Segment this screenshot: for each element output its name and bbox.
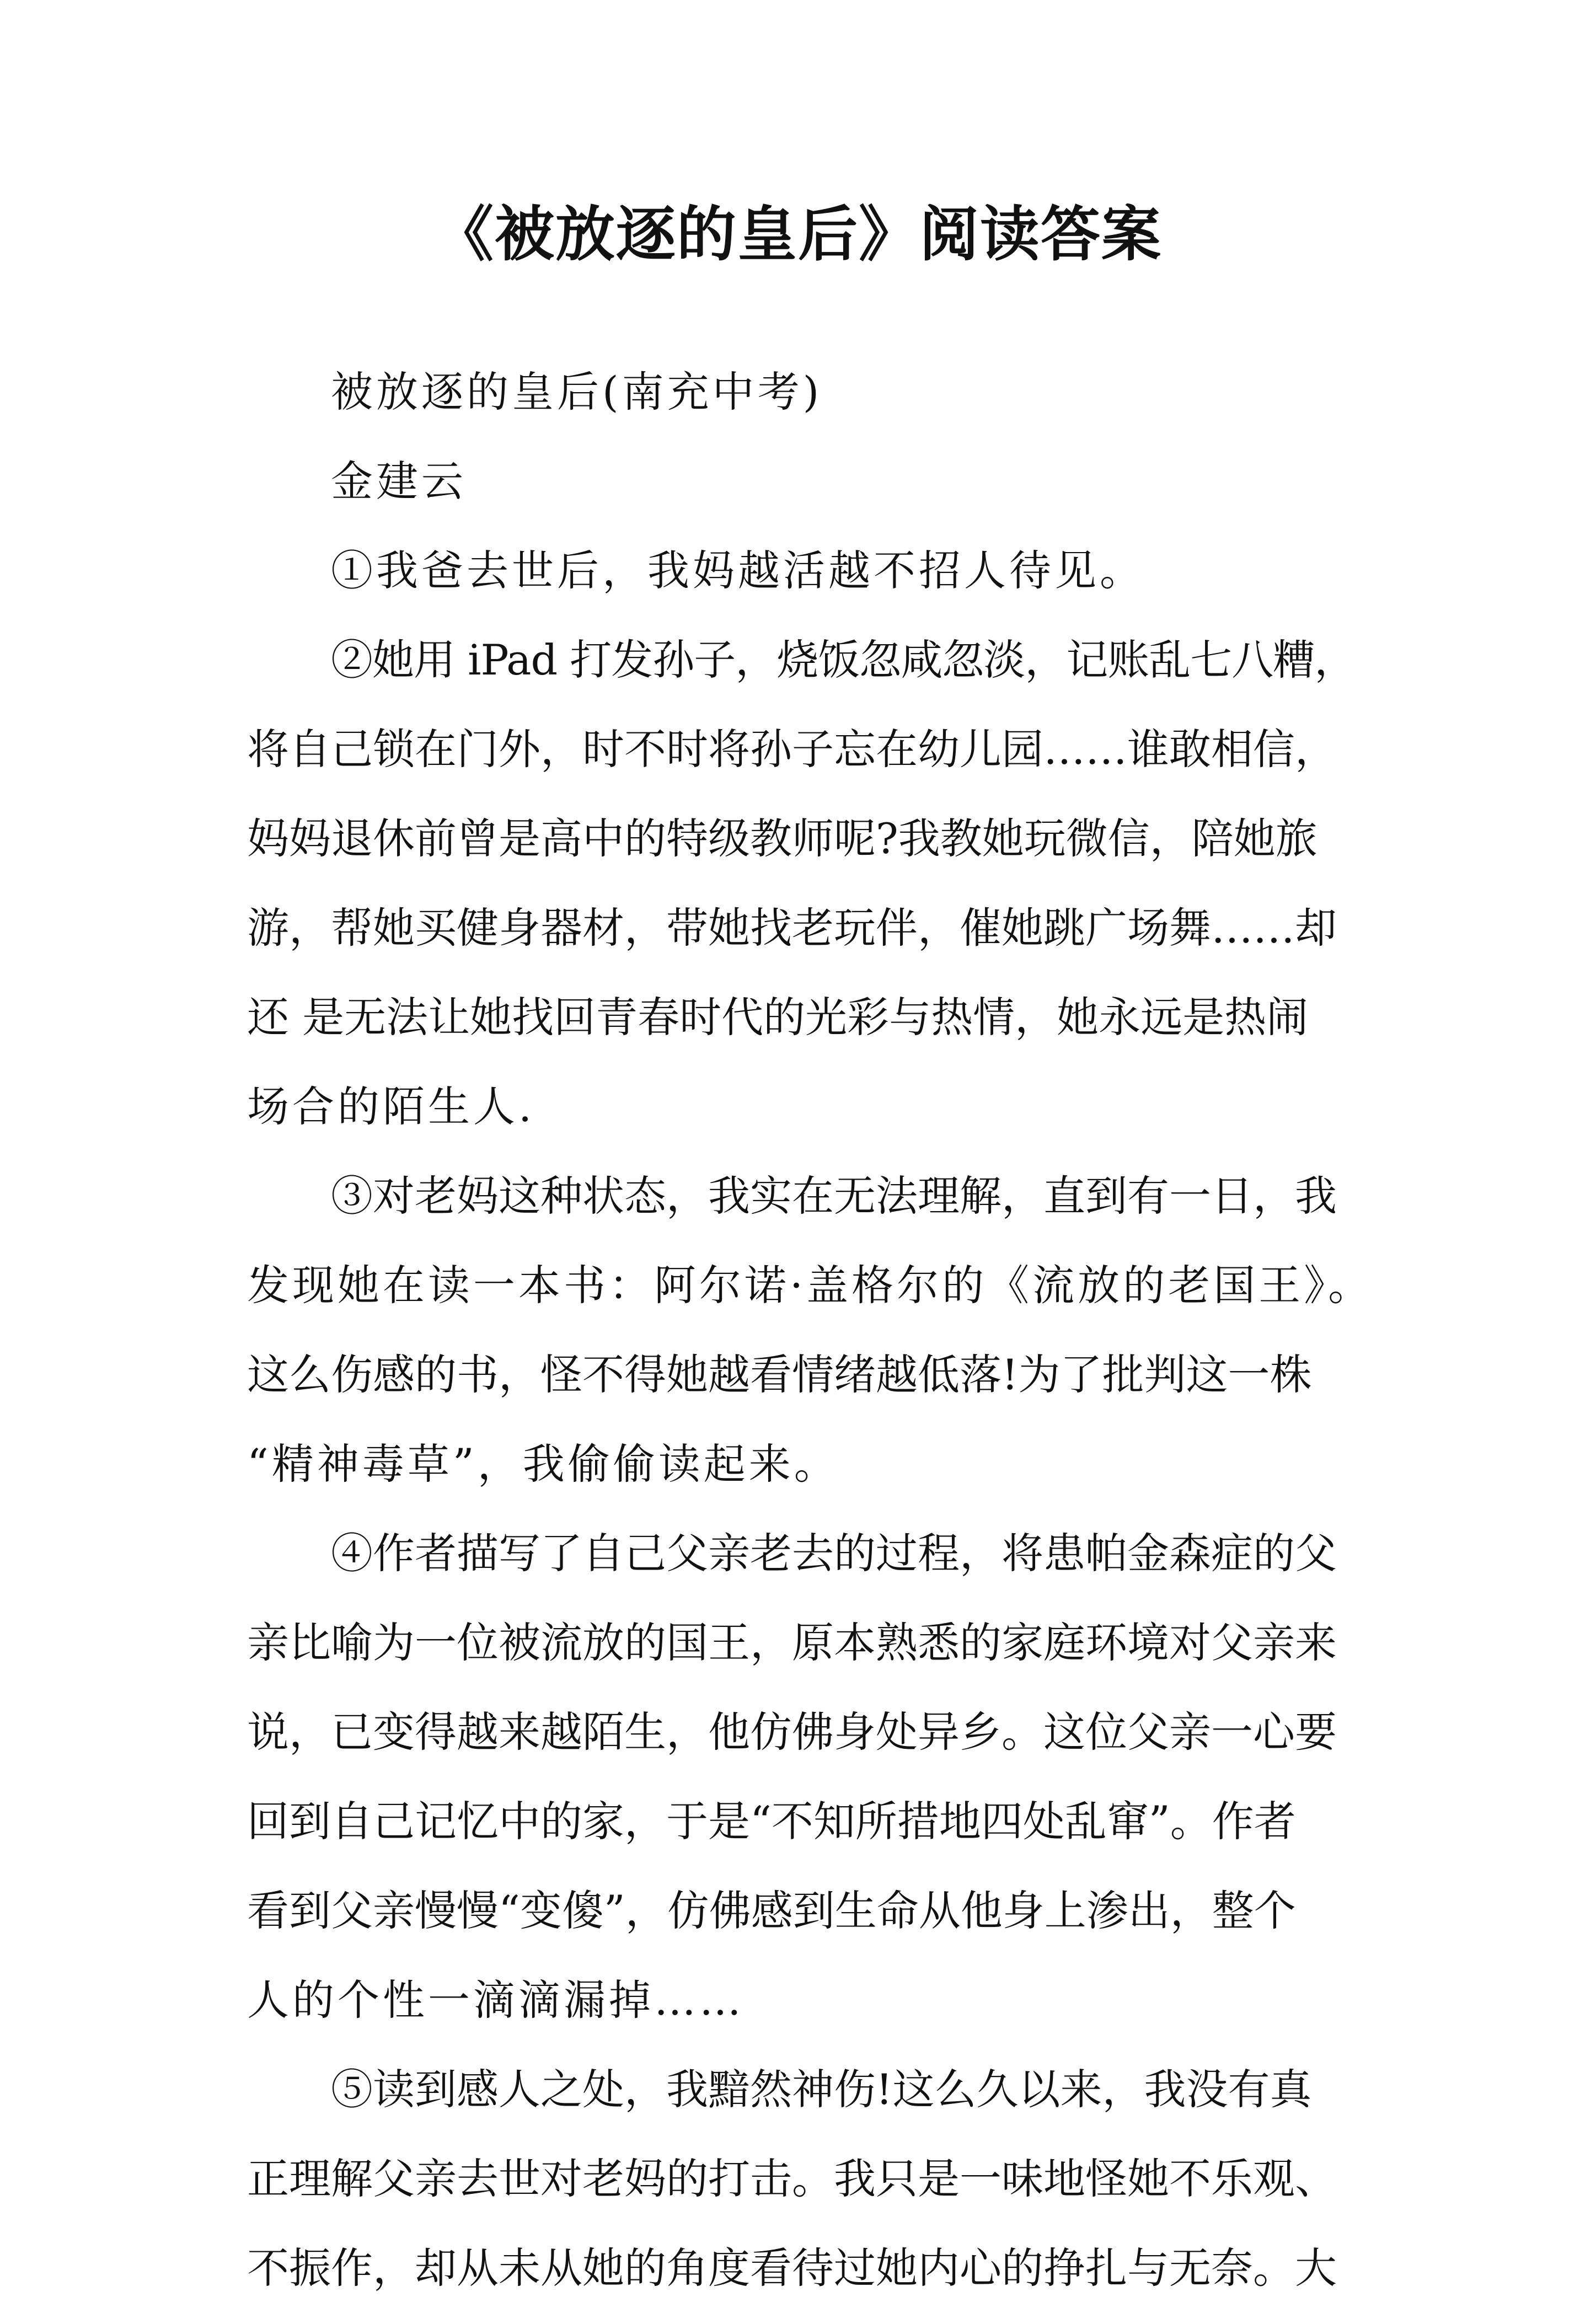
text-line: 这么伤感的书，怪不得她越看情绪越低落!为了批判这一株	[247, 1350, 1312, 1399]
text-line: 被放逐的皇后(南充中考)	[331, 367, 823, 416]
text-line: 人的个性一滴滴漏掉……	[247, 1975, 745, 2025]
text-line: 说，已变得越来越陌生，他仿佛身处异乡。这位父亲一心要	[247, 1707, 1337, 1757]
text-line: 还 是无法让她找回青春时代的光彩与热情，她永远是热闹	[247, 993, 1309, 1042]
article-body	[247, 347, 1374, 2313]
text-line: 将自己锁在门外，时不时将孙子忘在幼儿园……谁敢相信，	[247, 725, 1337, 774]
text-line: ③对老妈这种状态，我实在无法理解，直到有一日，我	[331, 1171, 1337, 1220]
text-line: ⑤读到感人之处，我黯然神伤!这么久以来，我没有真	[331, 2065, 1312, 2114]
text-line: 金建云	[331, 457, 467, 506]
text-line: ④作者描写了自己父亲老去的过程，将患帕金森症的父	[331, 1529, 1337, 1578]
text-line: 不振作，却从未从她的角度看待过她内心的挣扎与无奈。大	[247, 2244, 1337, 2293]
text-line: ②她用 iPad 打发孙子，烧饭忽咸忽淡，记账乱七八糟，	[331, 635, 1356, 684]
text-line: 看到父亲慢慢“变傻”，仿佛感到生命从他身上渗出，整个	[247, 1886, 1296, 1935]
document-title: 《被放逐的皇后》阅读答案	[433, 200, 1162, 269]
text-line: 妈妈退休前曾是高中的特级教师呢?我教她玩微信，陪她旅	[247, 814, 1317, 863]
text-line: 场合的陌生人.	[247, 1082, 535, 1131]
text-line: 正理解父亲去世对老妈的打击。我只是一味地怪她不乐观、	[247, 2154, 1337, 2203]
text-line: 回到自己记忆中的家，于是“不知所措地四处乱窜”。作者	[247, 1797, 1296, 1846]
text-line: 游，帮她买健身器材，带她找老玩伴，催她跳广场舞……却	[247, 903, 1337, 952]
text-line: 发现她在读一本书：阿尔诺·盖格尔的《流放的老国王》。	[247, 1261, 1374, 1310]
text-line: ①我爸去世后，我妈越活越不招人待见。	[331, 546, 1145, 595]
text-line: 亲比喻为一位被流放的国王，原本熟悉的家庭环境对父亲来	[247, 1618, 1337, 1667]
text-line: “精神毒草”，我偷偷读起来。	[247, 1439, 839, 1489]
